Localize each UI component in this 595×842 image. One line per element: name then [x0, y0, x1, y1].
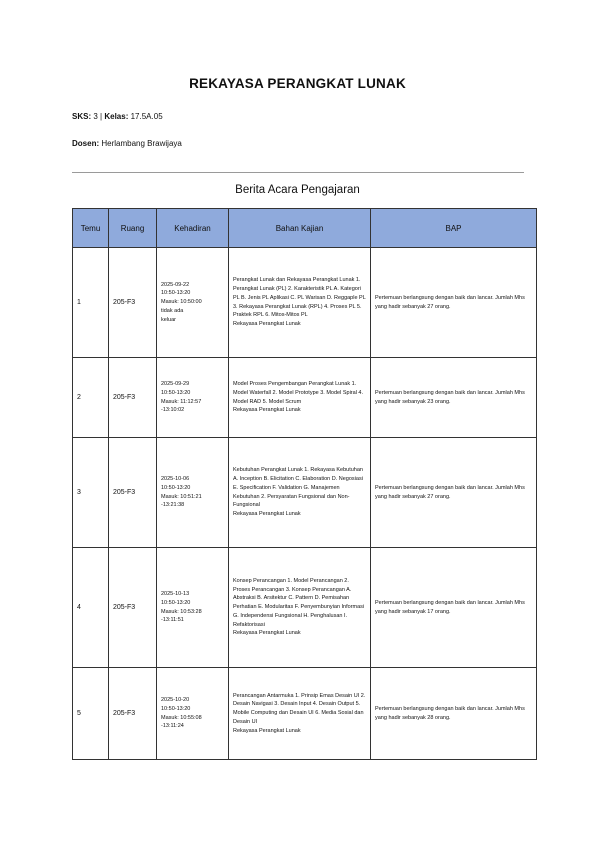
cell-bahan-kajian: Kebutuhan Perangkat Lunak 1. Rekayasa Kebutuhan A. Inception B. Elicitation C. Elaboration D. Negosiasi E. Specification F. Validation G. Manajemen Kebutuhan 2. Persyaratan Fungsional dan Non-Fungsional Rekayasa Perangkat Lunak	[229, 438, 371, 548]
section-title: Berita Acara Pengajaran	[235, 184, 360, 196]
cell-temu: 2	[73, 358, 109, 438]
page-title: REKAYASA PERANGKAT LUNAK	[189, 76, 406, 91]
lecturer-info	[72, 139, 182, 148]
header-bahan-kajian: Bahan Kajian	[229, 209, 371, 248]
cell-bahan-kajian: Model Proses Pengembangan Perangkat Lunak 1. Model Waterfall 2. Model Prototype 3. Model Spiral 4. Model RAD 5. Model Scrum Rekayasa Perangkat Lunak	[229, 358, 371, 438]
header-temu: Temu	[73, 209, 109, 248]
dosen-value: Herlambang Brawijaya	[101, 139, 182, 148]
dosen-label: Dosen:	[72, 139, 100, 148]
table-row	[73, 548, 537, 668]
table-row	[73, 438, 537, 548]
cell-bap: Pertemuan berlangsung dengan baik dan lancar. Jumlah Mhs yang hadir sebanyak 28 orang.	[371, 668, 537, 760]
cell-bahan-kajian: Perangkat Lunak dan Rekayasa Perangkat Lunak 1. Perangkat Lunak (PL) 2. Karakteristik PL A. Kategori PL B. Jenis PL Aplikasi C. PL Warisan D. Reggaple PL 3. Rekayasa Perangkat Lunak (RPL) 4. Proses PL 5. Praktek RPL 6. Mitos-Mitos PL Rekayasa Perangkat Lunak	[229, 248, 371, 358]
cell-kehadiran: 2025-09-22 10:50-13:20 Masuk: 10:50:00 tidak ada keluar	[157, 248, 229, 358]
sks-label: SKS:	[72, 112, 92, 121]
teaching-log-table	[72, 208, 537, 760]
cell-bahan-kajian: Perancangan Antarmuka 1. Prinsip Emas Desain UI 2. Desain Navigasi 3. Desain Input 4. Desain Output 5. Mobile Computing dan Desain UI 6. Media Sosial dan Desain UI Rekayasa Perangkat Lunak	[229, 668, 371, 760]
cell-temu: 5	[73, 668, 109, 760]
cell-ruang: 205-F3	[109, 668, 157, 760]
sks-value: 3	[93, 112, 98, 121]
cell-bap: Pertemuan berlangsung dengan baik dan lancar. Jumlah Mhs yang hadir sebanyak 23 orang.	[371, 358, 537, 438]
table-row	[73, 358, 537, 438]
cell-bahan-kajian: Konsep Perancangan 1. Model Perancangan 2. Proses Perancangan 3. Konsep Perancangan A. Abstraksi B. Arsitektur C. Pattern D. Pemisahan Perhatian E. Modularitas F. Penyembunyian Informasi G. Independensi Fungsional H. Penghalusan I. Refaktorisasi Rekayasa Perangkat Lunak	[229, 548, 371, 668]
separator: |	[100, 112, 103, 121]
table-row	[73, 668, 537, 760]
header-ruang: Ruang	[109, 209, 157, 248]
header-kehadiran: Kehadiran	[157, 209, 229, 248]
course-info	[72, 112, 163, 121]
cell-ruang: 205-F3	[109, 358, 157, 438]
cell-temu: 3	[73, 438, 109, 548]
cell-bap: Pertemuan berlangsung dengan baik dan lancar. Jumlah Mhs yang hadir sebanyak 27 orang.	[371, 248, 537, 358]
kelas-value: 17.5A.05	[130, 112, 163, 121]
cell-ruang: 205-F3	[109, 548, 157, 668]
cell-bap: Pertemuan berlangsung dengan baik dan lancar. Jumlah Mhs yang hadir sebanyak 27 orang.	[371, 438, 537, 548]
cell-kehadiran: 2025-10-06 10:50-13:20 Masuk: 10:51:21 -13:21:38	[157, 438, 229, 548]
cell-temu: 4	[73, 548, 109, 668]
cell-kehadiran: 2025-09-29 10:50-13:20 Masuk: 11:12:57 -13:10:02	[157, 358, 229, 438]
table-row	[73, 248, 537, 358]
kelas-label: Kelas:	[104, 112, 129, 121]
cell-kehadiran: 2025-10-13 10:50-13:20 Masuk: 10:53:28 -13:11:51	[157, 548, 229, 668]
cell-temu: 1	[73, 248, 109, 358]
cell-kehadiran: 2025-10-20 10:50-13:20 Masuk: 10:55:08 -13:11:24	[157, 668, 229, 760]
header-bap: BAP	[371, 209, 537, 248]
table-header-row	[73, 209, 537, 248]
cell-ruang: 205-F3	[109, 248, 157, 358]
divider	[72, 172, 524, 173]
cell-bap: Pertemuan berlangsung dengan baik dan lancar. Jumlah Mhs yang hadir sebanyak 17 orang.	[371, 548, 537, 668]
cell-ruang: 205-F3	[109, 438, 157, 548]
